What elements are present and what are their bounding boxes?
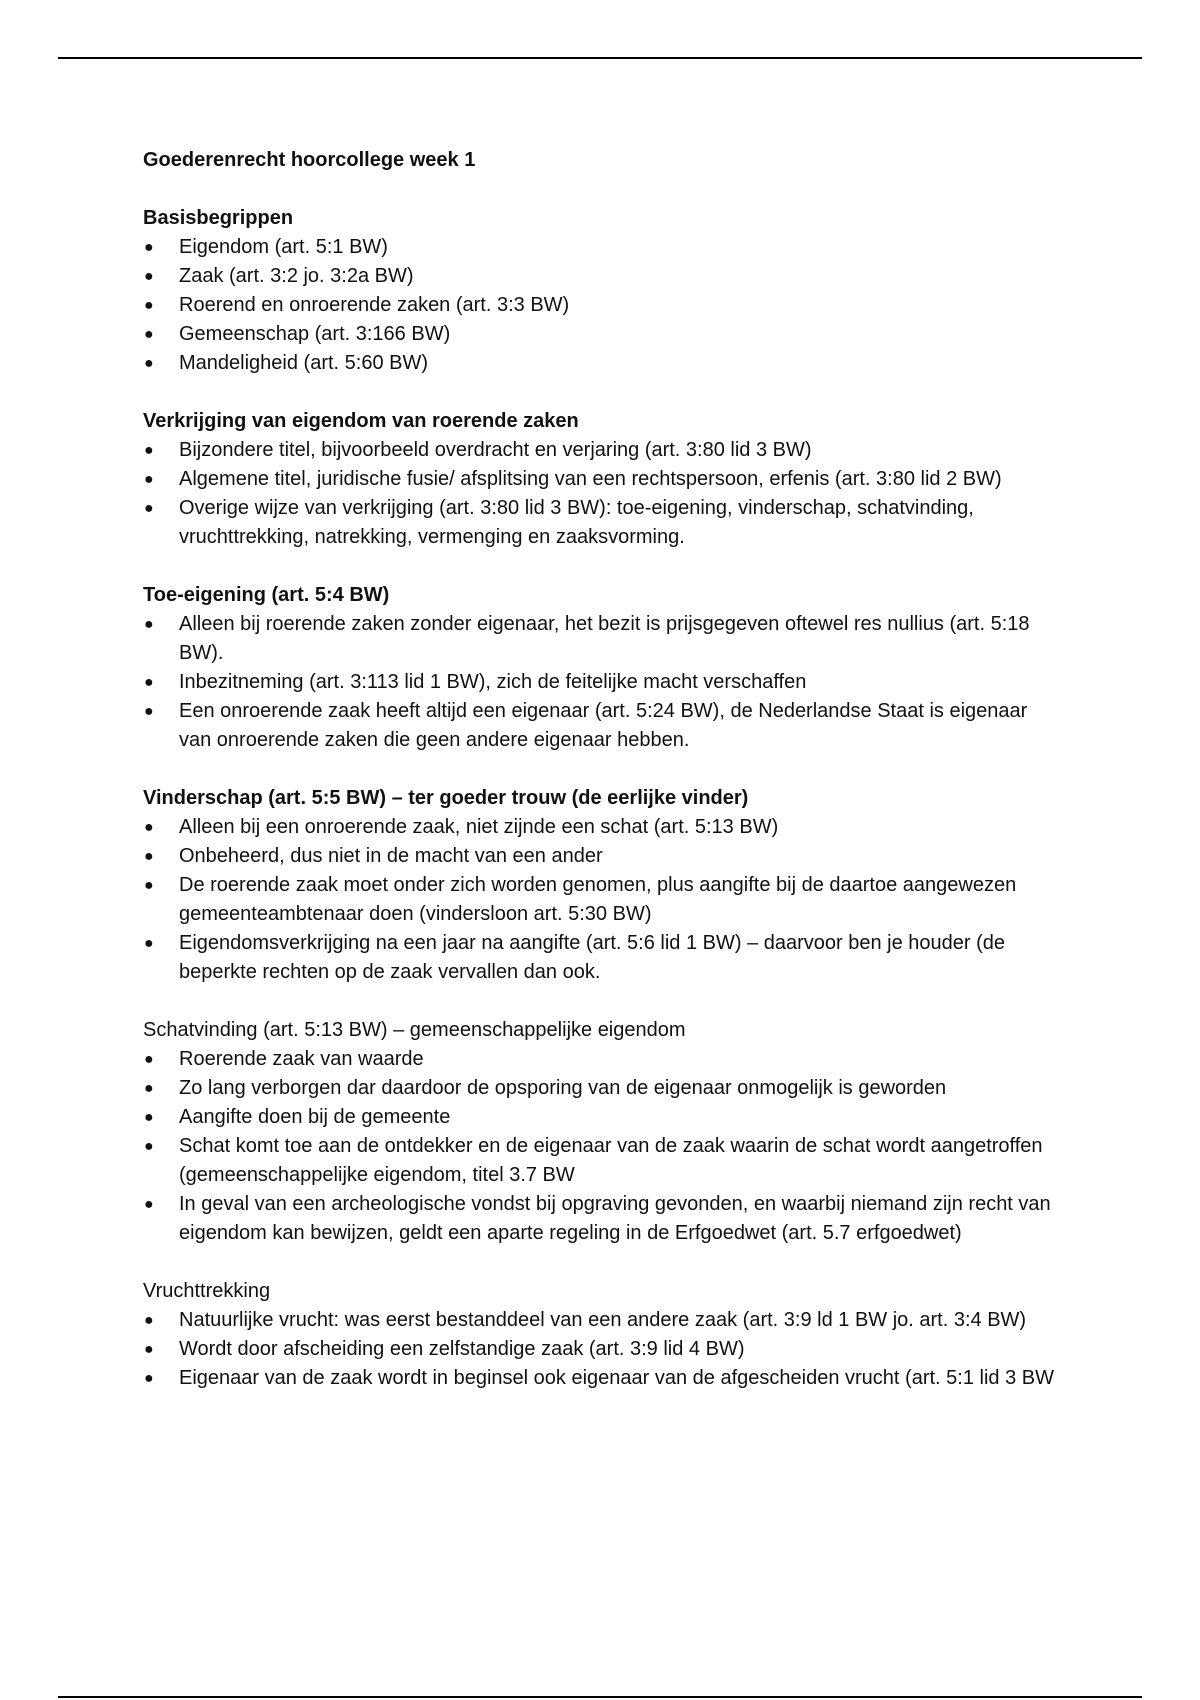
list-item-text: Roerend en onroerende zaken (art. 3:3 BW) — [179, 294, 570, 316]
list-item-text: Gemeenschap (art. 3:166 BW) — [179, 323, 451, 345]
bullet-list — [143, 813, 1063, 987]
bullet-icon: ● — [144, 442, 154, 459]
bullet-icon: ● — [144, 326, 154, 343]
list-item — [143, 233, 1063, 262]
bullet-icon: ● — [144, 935, 154, 952]
section-heading: Vruchttrekking — [143, 1280, 271, 1302]
list-item-text: Eigendom (art. 5:1 BW) — [179, 236, 388, 258]
page-top-rule — [58, 57, 1142, 59]
section — [143, 204, 1063, 378]
list-item — [143, 929, 1063, 987]
bullet-icon: ● — [144, 355, 154, 372]
list-item — [143, 813, 1063, 842]
list-item-text: In geval van een archeologische vondst bij opgraving gevonden, en waarbij niemand zijn recht van eigendom kan bewijzen, geldt een aparte regeling in de Erfgoedwet (art. 5.7 erfgoedwet) — [179, 1193, 1051, 1244]
bullet-list — [143, 233, 1063, 378]
bullet-list — [143, 436, 1063, 552]
document-body — [143, 146, 1063, 1393]
list-item-text: Alleen bij roerende zaken zonder eigenaar, het bezit is prijsgegeven oftewel res nullius (art. 5:18 BW). — [179, 613, 1030, 664]
list-item-text: Alleen bij een onroerende zaak, niet zijnde een schat (art. 5:13 BW) — [179, 816, 779, 838]
bullet-icon: ● — [144, 1138, 154, 1155]
list-item — [143, 1103, 1063, 1132]
list-item — [143, 1074, 1063, 1103]
section-heading: Toe-eigening (art. 5:4 BW) — [143, 584, 390, 606]
bullet-icon: ● — [144, 1051, 154, 1068]
section — [143, 1277, 1063, 1393]
list-item — [143, 291, 1063, 320]
list-item-text: Overige wijze van verkrijging (art. 3:80 lid 3 BW): toe-eigening, vinderschap, schatvinding, vruchttrekking, natrekking, vermenging en zaaksvorming. — [179, 497, 974, 548]
bullet-icon: ● — [144, 877, 154, 894]
list-item — [143, 842, 1063, 871]
list-item-text: Onbeheerd, dus niet in de macht van een ander — [179, 845, 603, 867]
section — [143, 581, 1063, 755]
list-item — [143, 1045, 1063, 1074]
list-item-text: Natuurlijke vrucht: was eerst bestanddeel van een andere zaak (art. 3:9 ld 1 BW jo. art. 3:4 BW) — [179, 1309, 1027, 1331]
bullet-icon: ● — [144, 819, 154, 836]
list-item-text: Bijzondere titel, bijvoorbeeld overdracht en verjaring (art. 3:80 lid 3 BW) — [179, 439, 812, 461]
bullet-list — [143, 1045, 1063, 1248]
bullet-icon: ● — [144, 1370, 154, 1387]
list-item-text: Roerende zaak van waarde — [179, 1048, 424, 1070]
bullet-icon: ● — [144, 500, 154, 517]
list-item — [143, 1364, 1063, 1393]
section-heading: Verkrijging van eigendom van roerende zaken — [143, 410, 579, 432]
bullet-list — [143, 610, 1063, 755]
list-item-text: Mandeligheid (art. 5:60 BW) — [179, 352, 429, 374]
bullet-icon: ● — [144, 268, 154, 285]
list-item-text: Een onroerende zaak heeft altijd een eigenaar (art. 5:24 BW), de Nederlandse Staat is eigenaar van onroerende zaken die geen andere eigenaar hebben. — [179, 700, 1028, 751]
list-item — [143, 697, 1063, 755]
bullet-icon: ● — [144, 471, 154, 488]
sections-container — [143, 204, 1063, 1393]
section-heading: Vinderschap (art. 5:5 BW) – ter goeder trouw (de eerlijke vinder) — [143, 787, 749, 809]
bullet-icon: ● — [144, 674, 154, 691]
list-item — [143, 494, 1063, 552]
bullet-icon: ● — [144, 297, 154, 314]
document-title: Goederenrecht hoorcollege week 1 — [143, 149, 476, 171]
list-item — [143, 1306, 1063, 1335]
bullet-icon: ● — [144, 703, 154, 720]
list-item-text: Zo lang verborgen dar daardoor de opsporing van de eigenaar onmogelijk is geworden — [179, 1077, 947, 1099]
list-item — [143, 1335, 1063, 1364]
list-item — [143, 871, 1063, 929]
bullet-icon: ● — [144, 1109, 154, 1126]
list-item-text: De roerende zaak moet onder zich worden genomen, plus aangifte bij de daartoe aangewezen gemeenteambtenaar doen (vindersloon art. 5:30 BW) — [179, 874, 1017, 925]
list-item — [143, 349, 1063, 378]
list-item — [143, 668, 1063, 697]
list-item-text: Schat komt toe aan de ontdekker en de eigenaar van de zaak waarin de schat wordt aangetroffen (gemeenschappelijke eigendom, titel 3.7 BW — [179, 1135, 1043, 1186]
bullet-list — [143, 1306, 1063, 1393]
list-item-text: Aangifte doen bij de gemeente — [179, 1106, 451, 1128]
list-item — [143, 436, 1063, 465]
bullet-icon: ● — [144, 616, 154, 633]
bullet-icon: ● — [144, 1312, 154, 1329]
section-heading: Basisbegrippen — [143, 207, 294, 229]
list-item-text: Eigendomsverkrijging na een jaar na aangifte (art. 5:6 lid 1 BW) – daarvoor ben je houder (de beperkte rechten op de zaak vervallen dan ook. — [179, 932, 1006, 983]
list-item-text: Zaak (art. 3:2 jo. 3:2a BW) — [179, 265, 414, 287]
bullet-icon: ● — [144, 848, 154, 865]
list-item — [143, 320, 1063, 349]
list-item — [143, 465, 1063, 494]
list-item — [143, 1190, 1063, 1248]
bullet-icon: ● — [144, 239, 154, 256]
page-bottom-rule — [58, 1696, 1142, 1698]
list-item-text: Inbezitneming (art. 3:113 lid 1 BW), zich de feitelijke macht verschaffen — [179, 671, 807, 693]
list-item-text: Eigenaar van de zaak wordt in beginsel ook eigenaar van de afgescheiden vrucht (art. 5:1 lid 3 BW — [179, 1367, 1054, 1389]
list-item-text: Wordt door afscheiding een zelfstandige zaak (art. 3:9 lid 4 BW) — [179, 1338, 745, 1360]
list-item — [143, 262, 1063, 291]
section — [143, 784, 1063, 987]
bullet-icon: ● — [144, 1080, 154, 1097]
list-item-text: Algemene titel, juridische fusie/ afsplitsing van een rechtspersoon, erfenis (art. 3:80 lid 2 BW) — [179, 468, 1002, 490]
list-item — [143, 610, 1063, 668]
section — [143, 1016, 1063, 1248]
section — [143, 407, 1063, 552]
section-heading: Schatvinding (art. 5:13 BW) – gemeenschappelijke eigendom — [143, 1019, 686, 1041]
list-item — [143, 1132, 1063, 1190]
bullet-icon: ● — [144, 1196, 154, 1213]
bullet-icon: ● — [144, 1341, 154, 1358]
